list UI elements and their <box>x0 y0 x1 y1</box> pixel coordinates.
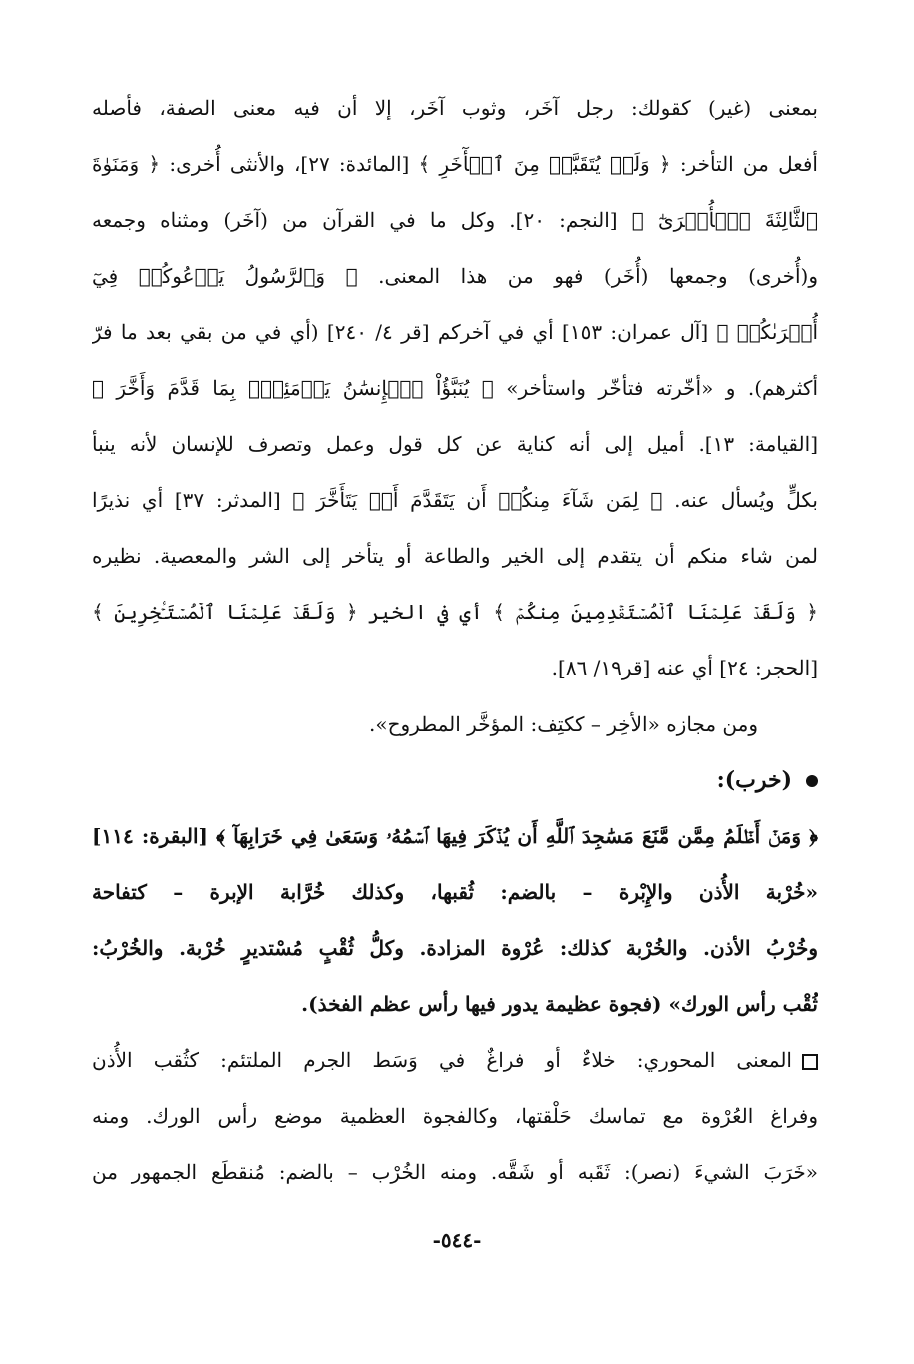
section-heading <box>92 752 818 808</box>
central-meaning-line <box>92 1032 818 1088</box>
heading-label: (خرب): <box>716 767 792 793</box>
text-line: «خَرَبَ الشيءَ (نصر): ثَقَبه أو شَقَّه. ومنه الخُرْب – بالضم: مُنقطَع الجمهور من <box>92 1160 818 1184</box>
text-line: «خُرْبة الأُذن والإِبْرة – بالضم: ثُقبها، وكذلك خُرَّابة الإبرة – كتفاحة <box>92 880 818 904</box>
page-text <box>92 80 818 1200</box>
square-box-icon <box>802 1054 818 1070</box>
text-line: وخُرْبُ الأذن. والخُرْبة كذلك: عُرْوة المزادة. وكلُّ ثُقْبٍ مُسْتديرٍ خُرْبة. والخُرْبُ: <box>92 936 818 960</box>
text-span: المعنى المحوري: خلاءٌ أو فراغٌ في وَسَط الجرم الملتئم: كثُقب الأُذن <box>92 1048 792 1072</box>
text-line: ومن مجازه «الأخِر – ككتِف: المؤخَّر المطروح». <box>369 712 758 736</box>
text-line: بكلٍّ ويُسأل عنه. ﴿ لِمَن شَآءَ مِنكُمۡ أَن يَتَقَدَّمَ أَوۡ يَتَأَخَّرَ ﴾ [المدثر: ٣٧] أي نذيرًا <box>92 488 818 512</box>
text-line: بمعنى (غير) كقولك: رجل آخَر، وثوب آخَر، إلا أن فيه معنى الصفة، فأصله <box>92 96 818 120</box>
quran-verse-line: ﴿ وَمَنۡ أَظۡلَمُ مِمَّن مَّنَعَ مَسَٰجِدَ ٱللَّهِ أَن يُذۡكَرَ فِيهَا ٱسۡمُهُۥ وَسَعَىٰ فِي خَرَابِهَآ ﴾ [البقرة: ١١٤] <box>92 824 818 848</box>
text-line: [القيامة: ١٣]. أميل إلى أنه كناية عن كل قول وعمل وتصرف للإنسان لأنه ينبأ <box>92 432 818 456</box>
text-line: [الحجر: ٢٤] أي عنه [قر١٩/ ٨٦]. <box>551 656 818 680</box>
text-line: ٱلثَّالِثَةَ ٱلۡأُخۡرَىٰٓ ﴾ [النجم: ٢٠]. وكل ما في القرآن من (آخَر) ومثناه وجمعه <box>92 208 818 232</box>
text-line: لمن شاء منكم أن يتقدم إلى الخير والطاعة أو يتأخر إلى الشر والمعصية. نظيره <box>92 544 818 568</box>
text-line: أكثرهم). و «أخّرته فتأخّر واستأخر» ﴿ يُنَبَّؤُاْ ٱلۡإِنسَٰنُ يَوۡمَئِذِۭ بِمَا قَدَّمَ وَأَخَّرَ ﴾ <box>92 376 818 400</box>
text-line: أفعل من التأخر: ﴿ وَلَمۡ يُتَقَبَّلۡ مِنَ ٱلۡأٓخَرِ ﴾ [المائدة: ٢٧]، والأنثى أُخرى: ﴿ وَمَنَوٰةَ <box>92 152 818 176</box>
text-line: و(أُخرى) وجمعها (أُخَر) فهو من هذا المعنى. ﴿ وَٱلرَّسُولُ يَدۡعُوكُمۡ فِيٓ <box>92 264 818 288</box>
text-line: أُخۡرَىٰكُمۡ ﴾ [آل عمران: ١٥٣] أي في آخركم [قر ٤/ ٢٤٠] (أي في من بقي بعد ما فرّ <box>92 320 818 344</box>
text-line: ﴿ وَلَقَدۡ عَلِمۡنَا ٱلۡمُسۡتَقۡدِمِينَ مِنكُمۡ ﴾ أي في الخير ﴿ وَلَقَدۡ عَلِمۡنَا ٱلۡمُسۡتَـٔۡخِرِينَ ﴾ <box>92 600 818 624</box>
text-line: وفراغ العُرْوة مع تماسك حَلْقتها، وكالفجوة العظمية موضع رأس الورك. ومنه <box>92 1104 818 1128</box>
page-number: -٥٤٤- <box>432 1228 482 1252</box>
bullet-icon <box>806 775 818 787</box>
text-line: ثُقْب رأس الورك» (فجوة عظيمة يدور فيها رأس عظم الفخذ). <box>301 992 818 1016</box>
